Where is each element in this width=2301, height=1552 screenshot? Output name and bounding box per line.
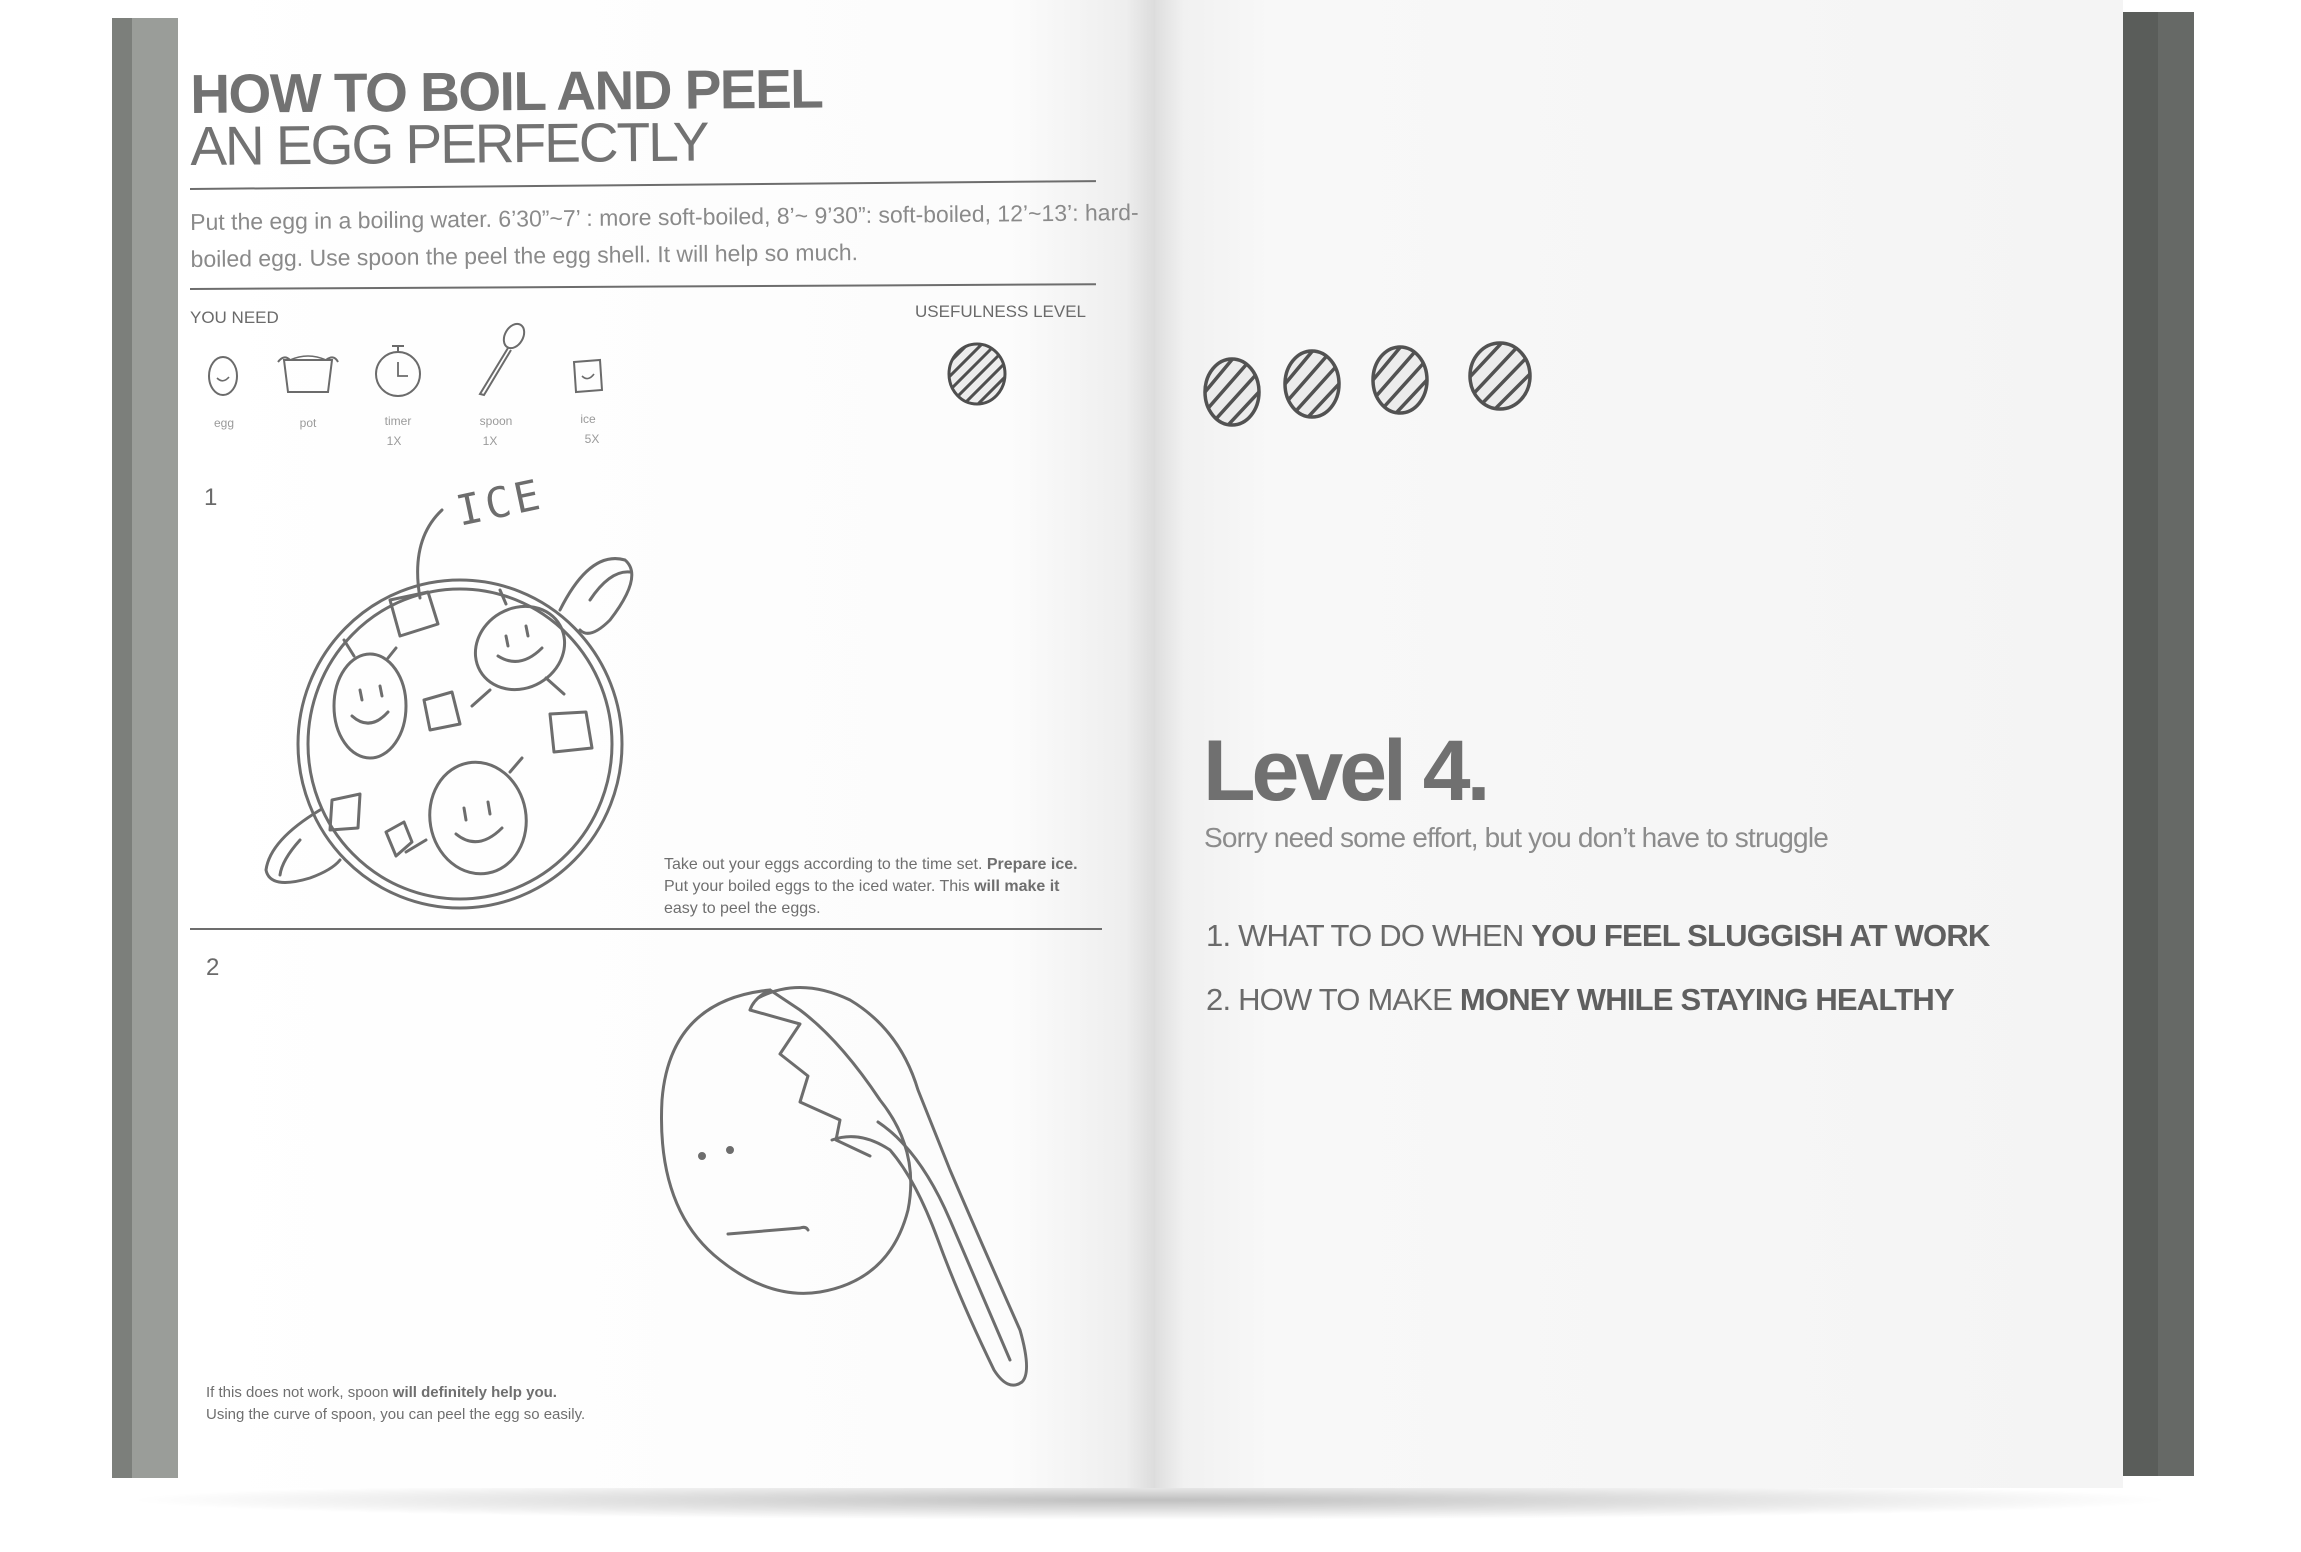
item-label-egg: egg [213, 416, 235, 430]
step-2-caption-line-2: Using the curve of spoon, you can peel the egg so easily. [206, 1406, 586, 1423]
usefulness-egg-3-icon [1373, 347, 1427, 413]
usefulness-egg-icon [946, 340, 1008, 408]
level-list-item-2-text-a: HOW TO MAKE [1238, 982, 1460, 1017]
usefulness-level-label: USEFULNESS LEVEL [915, 302, 1087, 321]
pot-icon [276, 350, 340, 396]
step-2-caption-line-1b: will definitely help you. [392, 1384, 557, 1401]
ice-icon [570, 356, 606, 396]
usefulness-egg-1-icon [1205, 359, 1259, 425]
page-title-line-2: AN EGG PERFECTLY [190, 110, 708, 177]
intro-line-1: Put the egg in a boiling water. 6’30”~7’ : more soft-boiled, 8’~ 9’30”: soft-boiled, 12’~13’: hard- [190, 199, 1139, 235]
level-subtitle: Sorry need some effort, but you don’t have to struggle [1204, 822, 1829, 853]
item-count-spoon: 1X [482, 434, 498, 448]
step-1-caption-line-3: easy to peel the eggs. [664, 900, 821, 917]
level-list-item-2-number: 2. [1206, 982, 1231, 1017]
egg-icon [205, 352, 241, 398]
egg-and-spoon-sketch [650, 980, 1050, 1410]
step-1-caption-line-2a: Put your boiled eggs to the iced water. This [664, 878, 975, 895]
pot-with-eggs-sketch [260, 480, 640, 920]
level-list-item-2-text-b: MONEY WHILE STAYING HEALTHY [1459, 982, 1954, 1017]
usefulness-egg-2-icon [1285, 351, 1339, 417]
level-title: Level 4. [1203, 723, 1487, 819]
right-cover-edge [2118, 12, 2158, 1476]
item-label-pot: pot [299, 416, 317, 430]
level-list-item-1-text-b: YOU FEEL SLUGGISH AT WORK [1531, 918, 1990, 953]
level-list-item-2[interactable] [1206, 982, 1954, 1018]
spoon-icon [470, 320, 530, 398]
step-1-caption-line-1a: Take out your eggs according to the time set. [664, 856, 987, 873]
you-need-label: YOU NEED [190, 308, 279, 327]
left-cover-edge [132, 18, 178, 1478]
item-label-spoon: spoon [479, 414, 513, 428]
step-1-number: 1 [204, 484, 218, 511]
step-divider [190, 928, 1102, 930]
step-2-number: 2 [206, 954, 220, 981]
step-1-caption [664, 854, 1104, 920]
level-list-item-1[interactable] [1206, 918, 1990, 954]
level-list-item-1-text-a: WHAT TO DO WHEN [1238, 918, 1532, 953]
usefulness-egg-4-icon [1470, 343, 1530, 409]
intro-line-2: boiled egg. Use spoon the peel the egg shell. It will help so much. [190, 239, 859, 272]
ice-sketch-text: ICE [451, 469, 548, 536]
step-1-caption-line-2b: will make it [974, 878, 1060, 895]
intro-text [190, 195, 1139, 278]
item-label-ice: ice [580, 412, 596, 426]
timer-icon [372, 338, 424, 400]
step-1-caption-line-1b: Prepare ice. [986, 856, 1078, 873]
page-title-line-1: HOW TO BOIL AND PEEL [190, 57, 823, 125]
level-list-item-1-number: 1. [1206, 918, 1231, 953]
item-label-timer: timer [384, 414, 412, 428]
item-count-ice: 5X [584, 432, 600, 446]
item-count-timer: 1X [386, 434, 402, 448]
usefulness-eggs-row [1200, 330, 1570, 440]
step-2-caption-line-1a: If this does not work, spoon [206, 1384, 393, 1401]
step-2-caption [206, 1382, 585, 1426]
